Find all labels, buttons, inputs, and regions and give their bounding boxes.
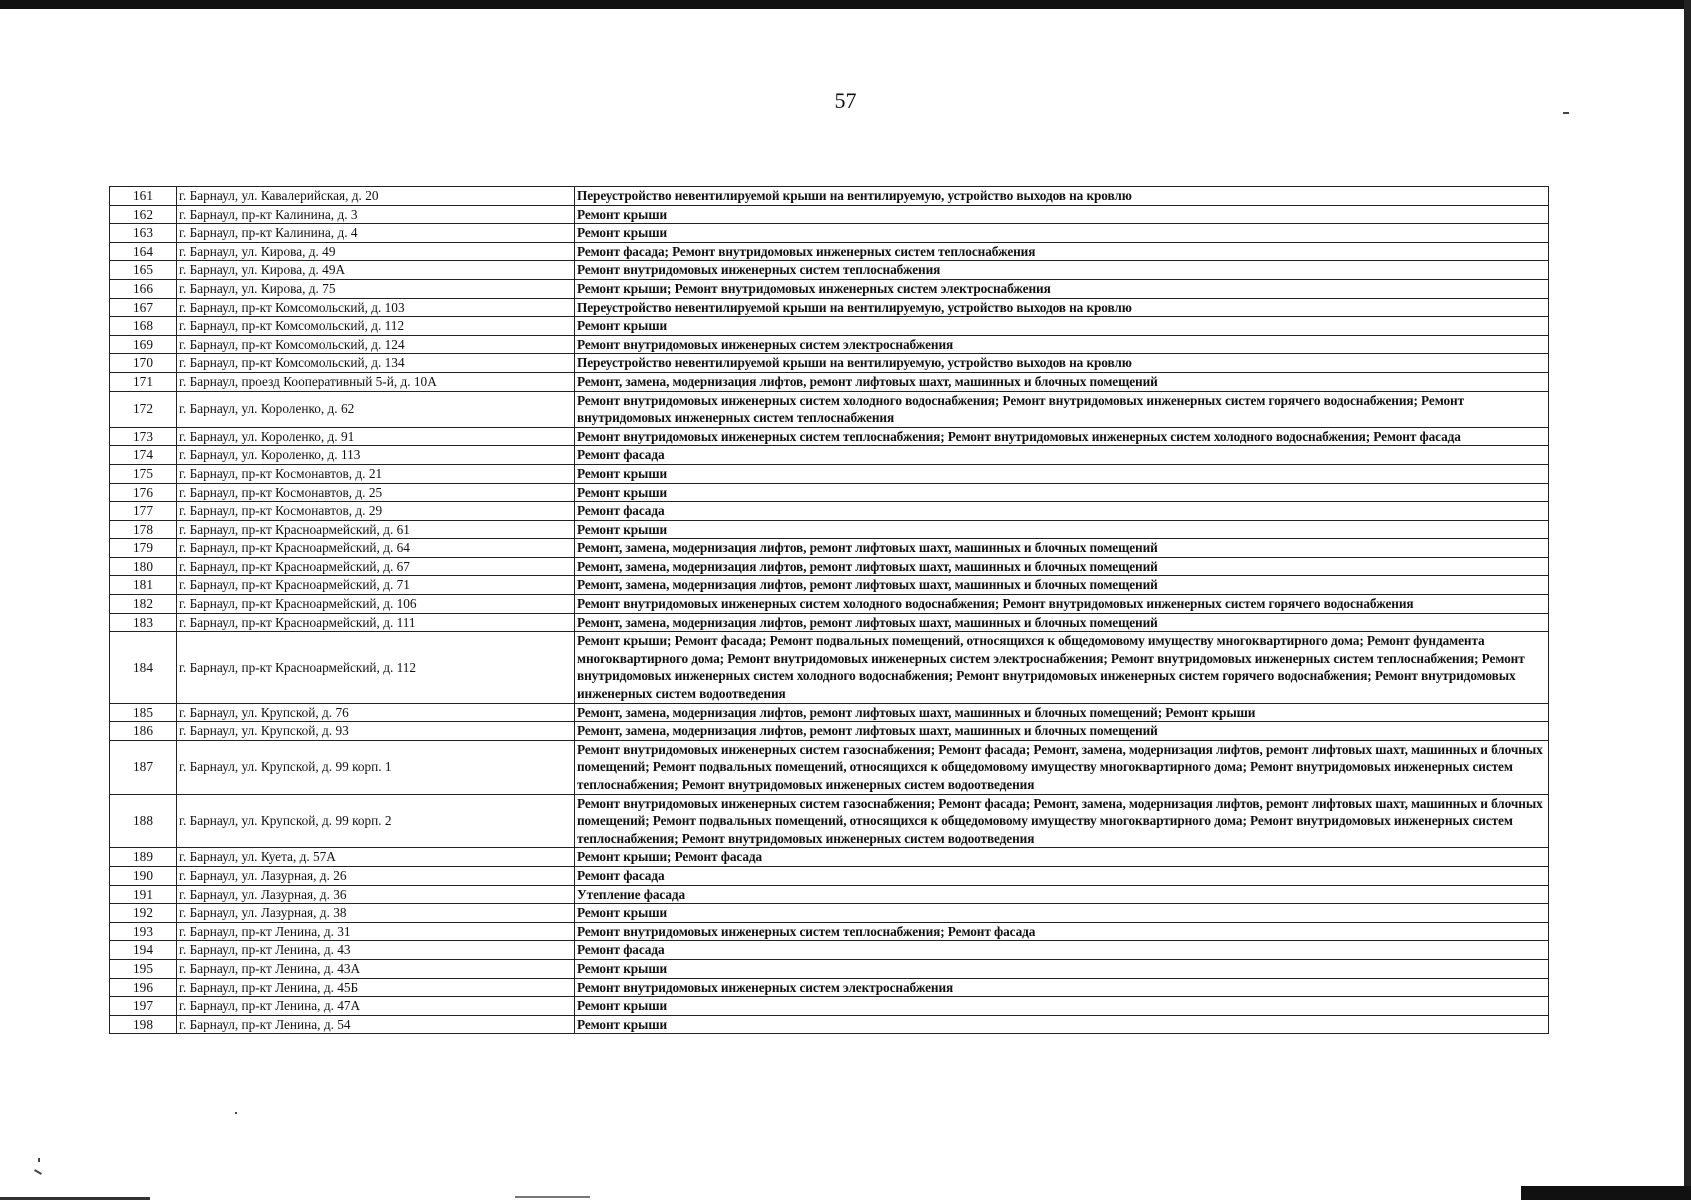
address-cell: г. Барнаул, пр-кт Комсомольский, д. 112	[177, 317, 575, 336]
row-number: 198	[110, 1015, 177, 1034]
works-cell: Ремонт, замена, модернизация лифтов, ремонт лифтовых шахт, машинных и блочных помещений	[575, 613, 1549, 632]
table-row	[110, 483, 1549, 502]
address-cell: г. Барнаул, ул. Крупской, д. 93	[177, 722, 575, 741]
works-cell: Ремонт внутридомовых инженерных систем газоснабжения; Ремонт фасада; Ремонт, замена, модернизация лифтов, ремонт лифтовых шахт, машинных и блочных помещений; Ремонт подвальных помещений, относящихся к общедомовому имуществу многоквартирного дома; Ремонт внутридомовых инженерных систем теплоснабжения; Ремонт внутридомовых инженерных систем водоотведения	[575, 740, 1549, 794]
works-cell: Ремонт внутридомовых инженерных систем электроснабжения	[575, 978, 1549, 997]
works-cell: Переустройство невентилируемой крыши на вентилируемую, устройство выходов на кровлю	[575, 187, 1549, 206]
row-number: 170	[110, 354, 177, 373]
address-cell: г. Барнаул, ул. Кирова, д. 49	[177, 242, 575, 261]
row-number: 197	[110, 997, 177, 1016]
table-row	[110, 298, 1549, 317]
row-number: 171	[110, 372, 177, 391]
address-cell: г. Барнаул, пр-кт Красноармейский, д. 106	[177, 595, 575, 614]
works-cell: Ремонт крыши	[575, 904, 1549, 923]
row-number: 174	[110, 446, 177, 465]
works-cell: Ремонт, замена, модернизация лифтов, ремонт лифтовых шахт, машинных и блочных помещений; Ремонт крыши	[575, 703, 1549, 722]
row-number: 169	[110, 335, 177, 354]
table-row	[110, 722, 1549, 741]
table-row	[110, 978, 1549, 997]
table-row	[110, 959, 1549, 978]
works-cell: Ремонт фасада	[575, 446, 1549, 465]
works-cell: Ремонт крыши	[575, 1015, 1549, 1034]
row-number: 184	[110, 632, 177, 703]
row-number: 161	[110, 187, 177, 206]
scan-speck	[34, 1169, 42, 1175]
table-row	[110, 539, 1549, 558]
repair-register-table	[109, 186, 1549, 1034]
works-cell: Ремонт, замена, модернизация лифтов, ремонт лифтовых шахт, машинных и блочных помещений	[575, 576, 1549, 595]
table-row	[110, 1015, 1549, 1034]
table-row	[110, 997, 1549, 1016]
scan-mark-bottom	[515, 1196, 590, 1198]
row-number: 182	[110, 595, 177, 614]
table-row	[110, 904, 1549, 923]
row-number: 186	[110, 722, 177, 741]
table-row	[110, 866, 1549, 885]
works-cell: Ремонт крыши	[575, 959, 1549, 978]
works-cell: Ремонт внутридомовых инженерных систем теплоснабжения	[575, 261, 1549, 280]
address-cell: г. Барнаул, ул. Лазурная, д. 38	[177, 904, 575, 923]
works-cell: Ремонт крыши	[575, 205, 1549, 224]
table-body	[110, 187, 1549, 1034]
address-cell: г. Барнаул, пр-кт Ленина, д. 43А	[177, 959, 575, 978]
address-cell: г. Барнаул, пр-кт Красноармейский, д. 71	[177, 576, 575, 595]
table-row	[110, 885, 1549, 904]
address-cell: г. Барнаул, пр-кт Ленина, д. 43	[177, 941, 575, 960]
row-number: 192	[110, 904, 177, 923]
table-row	[110, 740, 1549, 794]
address-cell: г. Барнаул, пр-кт Красноармейский, д. 67	[177, 557, 575, 576]
row-number: 187	[110, 740, 177, 794]
address-cell: г. Барнаул, ул. Лазурная, д. 26	[177, 866, 575, 885]
works-cell: Ремонт внутридомовых инженерных систем холодного водоснабжения; Ремонт внутридомовых инженерных систем горячего водоснабжения; Ремонт внутридомовых инженерных систем теплоснабжения	[575, 391, 1549, 427]
works-cell: Ремонт крыши	[575, 224, 1549, 243]
address-cell: г. Барнаул, ул. Крупской, д. 99 корп. 2	[177, 794, 575, 848]
works-cell: Утепление фасада	[575, 885, 1549, 904]
address-cell: г. Барнаул, пр-кт Калинина, д. 4	[177, 224, 575, 243]
works-cell: Ремонт крыши; Ремонт фасада	[575, 848, 1549, 867]
table-row	[110, 941, 1549, 960]
table-row	[110, 261, 1549, 280]
row-number: 163	[110, 224, 177, 243]
row-number: 194	[110, 941, 177, 960]
address-cell: г. Барнаул, пр-кт Комсомольский, д. 103	[177, 298, 575, 317]
row-number: 189	[110, 848, 177, 867]
address-cell: г. Барнаул, пр-кт Красноармейский, д. 61	[177, 520, 575, 539]
table-row	[110, 242, 1549, 261]
address-cell: г. Барнаул, ул. Крупской, д. 99 корп. 1	[177, 740, 575, 794]
works-cell: Ремонт, замена, модернизация лифтов, ремонт лифтовых шахт, машинных и блочных помещений	[575, 372, 1549, 391]
works-cell: Ремонт фасада	[575, 866, 1549, 885]
works-cell: Ремонт внутридомовых инженерных систем теплоснабжения; Ремонт внутридомовых инженерных систем холодного водоснабжения; Ремонт фасада	[575, 427, 1549, 446]
table-row	[110, 391, 1549, 427]
row-number: 167	[110, 298, 177, 317]
address-cell: г. Барнаул, проезд Кооперативный 5-й, д. 10А	[177, 372, 575, 391]
row-number: 177	[110, 502, 177, 521]
address-cell: г. Барнаул, пр-кт Комсомольский, д. 124	[177, 335, 575, 354]
row-number: 164	[110, 242, 177, 261]
row-number: 188	[110, 794, 177, 848]
table-row	[110, 632, 1549, 703]
row-number: 178	[110, 520, 177, 539]
address-cell: г. Барнаул, пр-кт Ленина, д. 47А	[177, 997, 575, 1016]
row-number: 168	[110, 317, 177, 336]
works-cell: Ремонт внутридомовых инженерных систем электроснабжения	[575, 335, 1549, 354]
address-cell: г. Барнаул, пр-кт Космонавтов, д. 29	[177, 502, 575, 521]
address-cell: г. Барнаул, пр-кт Космонавтов, д. 25	[177, 483, 575, 502]
table-row	[110, 613, 1549, 632]
address-cell: г. Барнаул, пр-кт Ленина, д. 54	[177, 1015, 575, 1034]
address-cell: г. Барнаул, пр-кт Красноармейский, д. 111	[177, 613, 575, 632]
row-number: 181	[110, 576, 177, 595]
works-cell: Ремонт фасада	[575, 941, 1549, 960]
works-cell: Ремонт крыши	[575, 464, 1549, 483]
table-row	[110, 317, 1549, 336]
address-cell: г. Барнаул, пр-кт Комсомольский, д. 134	[177, 354, 575, 373]
table-row	[110, 576, 1549, 595]
scan-border-right	[1684, 0, 1691, 1200]
table-row	[110, 848, 1549, 867]
address-cell: г. Барнаул, ул. Короленко, д. 113	[177, 446, 575, 465]
table-row	[110, 335, 1549, 354]
address-cell: г. Барнаул, ул. Лазурная, д. 36	[177, 885, 575, 904]
scan-border-top	[0, 0, 1691, 9]
address-cell: г. Барнаул, ул. Короленко, д. 91	[177, 427, 575, 446]
address-cell: г. Барнаул, пр-кт Калинина, д. 3	[177, 205, 575, 224]
row-number: 196	[110, 978, 177, 997]
row-number: 190	[110, 866, 177, 885]
row-number: 175	[110, 464, 177, 483]
address-cell: г. Барнаул, пр-кт Красноармейский, д. 64	[177, 539, 575, 558]
row-number: 179	[110, 539, 177, 558]
table-row	[110, 279, 1549, 298]
works-cell: Ремонт крыши; Ремонт фасада; Ремонт подвальных помещений, относящихся к общедомовому имуществу многоквартирного дома; Ремонт фундамента многоквартирного дома; Ремонт внутридомовых инженерных систем электроснабжения; Ремонт внутридомовых инженерных систем теплоснабжения; Ремонт внутридомовых инженерных систем холодного водоснабжения; Ремонт внутридомовых инженерных систем горячего водоснабжения; Ремонт внутридомовых инженерных систем водоотведения	[575, 632, 1549, 703]
address-cell: г. Барнаул, ул. Куета, д. 57А	[177, 848, 575, 867]
address-cell: г. Барнаул, ул. Крупской, д. 76	[177, 703, 575, 722]
works-cell: Ремонт, замена, модернизация лифтов, ремонт лифтовых шахт, машинных и блочных помещений	[575, 539, 1549, 558]
works-cell: Ремонт внутридомовых инженерных систем холодного водоснабжения; Ремонт внутридомовых инженерных систем горячего водоснабжения	[575, 595, 1549, 614]
row-number: 162	[110, 205, 177, 224]
page-number: 57	[834, 88, 857, 113]
scan-speck	[38, 1158, 40, 1162]
address-cell: г. Барнаул, пр-кт Красноармейский, д. 112	[177, 632, 575, 703]
works-cell: Ремонт внутридомовых инженерных систем теплоснабжения; Ремонт фасада	[575, 922, 1549, 941]
table-row	[110, 595, 1549, 614]
row-number: 185	[110, 703, 177, 722]
row-number: 183	[110, 613, 177, 632]
table-row	[110, 427, 1549, 446]
scan-speck	[235, 1112, 237, 1114]
table-row	[110, 502, 1549, 521]
table-row	[110, 354, 1549, 373]
table-row	[110, 187, 1549, 206]
row-number: 191	[110, 885, 177, 904]
row-number: 176	[110, 483, 177, 502]
works-cell: Ремонт, замена, модернизация лифтов, ремонт лифтовых шахт, машинных и блочных помещений	[575, 722, 1549, 741]
row-number: 165	[110, 261, 177, 280]
address-cell: г. Барнаул, ул. Кирова, д. 75	[177, 279, 575, 298]
table-row	[110, 922, 1549, 941]
scan-border-bottom-right	[1521, 1186, 1691, 1200]
address-cell: г. Барнаул, пр-кт Ленина, д. 31	[177, 922, 575, 941]
table-row	[110, 446, 1549, 465]
works-cell: Ремонт крыши	[575, 317, 1549, 336]
address-cell: г. Барнаул, ул. Кавалерийская, д. 20	[177, 187, 575, 206]
address-cell: г. Барнаул, ул. Короленко, д. 62	[177, 391, 575, 427]
works-cell: Ремонт крыши; Ремонт внутридомовых инженерных систем электроснабжения	[575, 279, 1549, 298]
table-row	[110, 205, 1549, 224]
works-cell: Ремонт крыши	[575, 520, 1549, 539]
works-cell: Переустройство невентилируемой крыши на вентилируемую, устройство выходов на кровлю	[575, 354, 1549, 373]
table-row	[110, 794, 1549, 848]
table-row	[110, 224, 1549, 243]
works-cell: Ремонт фасада; Ремонт внутридомовых инженерных систем теплоснабжения	[575, 242, 1549, 261]
works-cell: Переустройство невентилируемой крыши на вентилируемую, устройство выходов на кровлю	[575, 298, 1549, 317]
row-number: 193	[110, 922, 177, 941]
address-cell: г. Барнаул, пр-кт Космонавтов, д. 21	[177, 464, 575, 483]
works-cell: Ремонт внутридомовых инженерных систем газоснабжения; Ремонт фасада; Ремонт, замена, модернизация лифтов, ремонт лифтовых шахт, машинных и блочных помещений; Ремонт подвальных помещений, относящихся к общедомовому имуществу многоквартирного дома; Ремонт внутридомовых инженерных систем теплоснабжения; Ремонт внутридомовых инженерных систем водоотведения	[575, 794, 1549, 848]
works-cell: Ремонт крыши	[575, 997, 1549, 1016]
table-row	[110, 520, 1549, 539]
row-number: 173	[110, 427, 177, 446]
table-row	[110, 557, 1549, 576]
table-row	[110, 372, 1549, 391]
row-number: 172	[110, 391, 177, 427]
row-number: 180	[110, 557, 177, 576]
address-cell: г. Барнаул, пр-кт Ленина, д. 45Б	[177, 978, 575, 997]
works-cell: Ремонт, замена, модернизация лифтов, ремонт лифтовых шахт, машинных и блочных помещений	[575, 557, 1549, 576]
row-number: 195	[110, 959, 177, 978]
address-cell: г. Барнаул, ул. Кирова, д. 49А	[177, 261, 575, 280]
row-number: 166	[110, 279, 177, 298]
table-row	[110, 464, 1549, 483]
works-cell: Ремонт крыши	[575, 483, 1549, 502]
table-row	[110, 703, 1549, 722]
works-cell: Ремонт фасада	[575, 502, 1549, 521]
